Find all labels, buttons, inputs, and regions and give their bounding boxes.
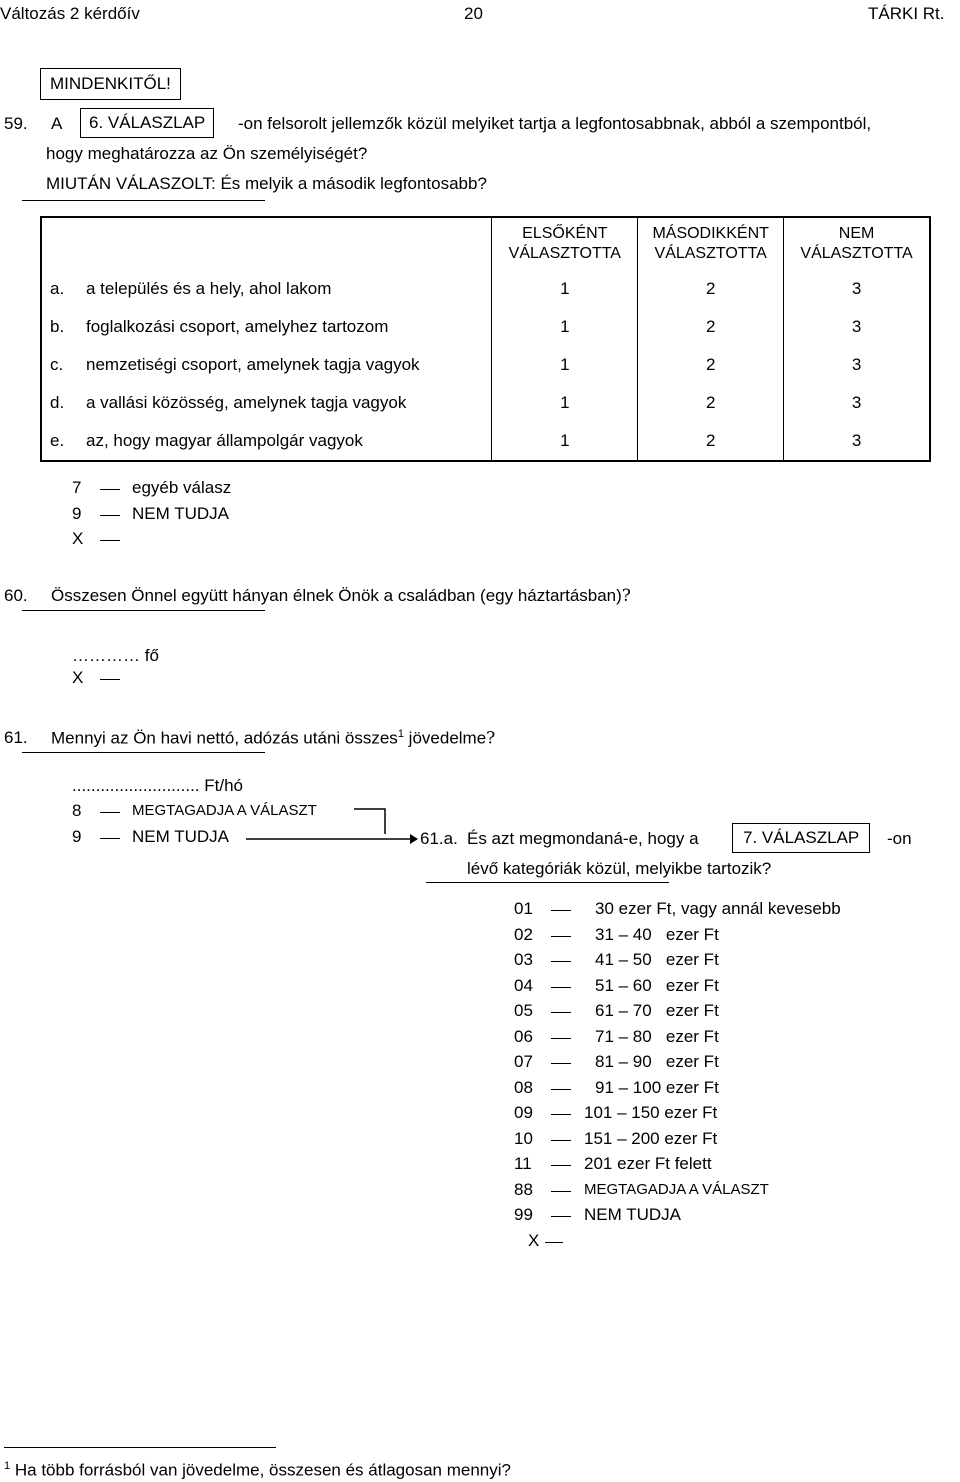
footnote-ref: 1 (397, 728, 404, 740)
dash (545, 1242, 563, 1243)
dash (551, 1191, 571, 1192)
option-code[interactable]: 1 (492, 270, 638, 308)
dash (551, 961, 571, 962)
col-first: ELSŐKÉNT VÁLASZTOTTA (492, 217, 638, 270)
q61-code[interactable]: 9 (72, 827, 82, 846)
q61a-text1-end: -on (887, 829, 912, 848)
q61a-card: 7. VÁLASZLAP (732, 823, 870, 853)
dash (551, 987, 571, 988)
income-option-label: 41 – 50 ezer Ft (595, 950, 719, 969)
q61-text: Mennyi az Ön havi nettó, adózás utáni összes$^1$ jövedelme? (51, 728, 496, 749)
q60-underline (22, 610, 265, 611)
dash (551, 1216, 571, 1217)
q61-label: MEGTAGADJA A VÁLASZT (132, 802, 317, 819)
q61-number: 61. (4, 728, 28, 747)
extra-label: egyéb válasz (132, 478, 232, 497)
income-option-code[interactable]: 04 (514, 975, 533, 995)
income-option-label: MEGTAGADJA A VÁLASZT (584, 1180, 769, 1198)
q59-text3-rest: : És melyik a második legfontosabb? (211, 174, 487, 193)
option-code[interactable]: 1 (492, 384, 638, 422)
extra-code[interactable]: 9 (72, 504, 82, 523)
dash (100, 679, 120, 680)
q59-table (40, 216, 931, 462)
q59-prefix: A (51, 114, 63, 133)
q61a-text2: lévő kategóriák közül, melyikbe tartozik? (467, 859, 772, 878)
page-number: 20 (464, 4, 483, 23)
income-x-code[interactable]: X (528, 1230, 540, 1250)
income-option-code[interactable]: 99 (514, 1205, 533, 1224)
income-option-label: 101 – 150 ezer Ft (584, 1103, 718, 1122)
extra-code[interactable]: X (72, 529, 84, 548)
q59-text1: -on felsorolt jellemzők közül melyiket tartja a legfontosabbnak, abból a szempontból, (238, 114, 872, 133)
footnote-separator (4, 1447, 276, 1448)
footnote: $^1$ Ha több forrásból van jövedelme, összesen és átlagosan mennyi? (4, 1460, 511, 1480)
header-right: TÁRKI Rt. (868, 4, 945, 23)
q59-text2: hogy meghatározza az Ön személyiségét? (46, 144, 368, 163)
income-option-code[interactable]: 88 (514, 1179, 533, 1199)
q61a-underline (426, 882, 669, 883)
q59-underline (22, 200, 265, 201)
dash (100, 812, 120, 813)
q60-x-code[interactable]: X (72, 668, 84, 687)
income-option-label: 91 – 100 ezer Ft (595, 1077, 719, 1097)
income-option-label: 31 – 40 ezer Ft (595, 924, 719, 944)
table-header-row (41, 217, 930, 270)
table-row (41, 346, 930, 384)
option-code[interactable]: 2 (638, 422, 784, 461)
income-option-label: 151 – 200 ezer Ft (584, 1128, 718, 1148)
option-code[interactable]: 3 (784, 308, 930, 346)
income-option-code[interactable]: 10 (514, 1128, 533, 1148)
income-option-code[interactable]: 11 (514, 1154, 532, 1173)
q61-underline (22, 752, 265, 753)
income-option-code[interactable]: 03 (514, 950, 533, 969)
row-text: a település és a hely, ahol lakom (86, 279, 332, 298)
row-text: az, hogy magyar állampolgár vagyok (86, 431, 363, 450)
income-option-code[interactable]: 01 (514, 899, 533, 918)
dash (551, 1114, 571, 1115)
option-code[interactable]: 2 (638, 346, 784, 384)
dash (551, 910, 571, 911)
extra-code[interactable]: 7 (72, 478, 82, 497)
q60-text: Összesen Önnel együtt hányan élnek Önök a családban (egy háztartásban)? (51, 586, 631, 606)
dash (551, 1012, 571, 1013)
row-text: foglalkozási csoport, amelyhez tartozom (86, 317, 389, 336)
option-code[interactable]: 1 (492, 346, 638, 384)
dash (100, 489, 120, 490)
q61a-text1: És azt megmondaná-e, hogy a (467, 829, 699, 848)
option-code[interactable]: 2 (638, 308, 784, 346)
income-option-code[interactable]: 07 (514, 1052, 533, 1071)
row-letter: d. (50, 393, 65, 412)
q59-text3 (46, 174, 487, 194)
table-row (41, 422, 930, 461)
header-left: Változás 2 kérdőív (0, 4, 140, 23)
income-option-code[interactable]: 06 (514, 1026, 533, 1046)
dash (551, 1165, 571, 1166)
dash (551, 1063, 571, 1064)
extra-label: NEM TUDJA (132, 504, 229, 523)
q60-number: 60. (4, 586, 28, 605)
income-option-code[interactable]: 08 (514, 1077, 533, 1097)
col-second: MÁSODIKKÉNT VÁLASZTOTTA (638, 217, 784, 270)
option-code[interactable]: 3 (784, 346, 930, 384)
routing-arrow-icon (240, 806, 420, 846)
q61-code[interactable]: 8 (72, 801, 82, 820)
option-code[interactable]: 1 (492, 422, 638, 461)
table-row (41, 270, 930, 308)
option-code[interactable]: 2 (638, 384, 784, 422)
income-option-label: 51 – 60 ezer Ft (595, 975, 719, 995)
income-option-code[interactable]: 05 (514, 1001, 533, 1020)
dash (551, 1089, 571, 1090)
table-row (41, 308, 930, 346)
income-option-label: 71 – 80 ezer Ft (595, 1026, 719, 1046)
table-row (41, 384, 930, 422)
dash (100, 540, 120, 541)
col-not-chosen: NEM VÁLASZTOTTA (784, 217, 930, 270)
q61-label: NEM TUDJA (132, 827, 229, 846)
option-code[interactable]: 1 (492, 308, 638, 346)
q60-answer[interactable]: ………… fő (72, 646, 159, 665)
dash (100, 838, 120, 839)
dash (551, 1038, 571, 1039)
option-code[interactable]: 3 (784, 384, 930, 422)
income-option-code[interactable]: 09 (514, 1103, 533, 1122)
q59-card: 6. VÁLASZLAP (80, 108, 214, 138)
dash (551, 936, 571, 937)
income-option-code[interactable]: 02 (514, 924, 533, 944)
option-code[interactable]: 3 (784, 422, 930, 461)
income-option-label: 30 ezer Ft, vagy annál kevesebb (595, 899, 841, 918)
q61-answer[interactable]: ........................... Ft/hó (72, 776, 243, 795)
row-letter: b. (50, 317, 65, 336)
option-code[interactable]: 3 (784, 270, 930, 308)
option-code[interactable]: 2 (638, 270, 784, 308)
dash (100, 515, 120, 516)
income-option-label: 61 – 70 ezer Ft (595, 1001, 719, 1020)
income-option-label: 81 – 90 ezer Ft (595, 1052, 719, 1071)
row-text: nemzetiségi csoport, amelynek tagja vagyok (86, 355, 420, 374)
q59-number: 59. (4, 114, 28, 133)
row-letter: c. (50, 355, 64, 374)
dash (551, 1140, 571, 1141)
income-option-label: 201 ezer Ft felett (584, 1154, 712, 1173)
row-letter: e. (50, 431, 65, 450)
q61a-number: 61.a. (420, 829, 458, 848)
intro-box: MINDENKITŐL! (40, 68, 181, 100)
q59-instruction: MIUTÁN VÁLASZOLT (46, 174, 211, 193)
row-letter: a. (50, 279, 65, 298)
income-option-label: NEM TUDJA (584, 1205, 681, 1224)
row-text: a vallási közösség, amelynek tagja vagyok (86, 393, 407, 412)
